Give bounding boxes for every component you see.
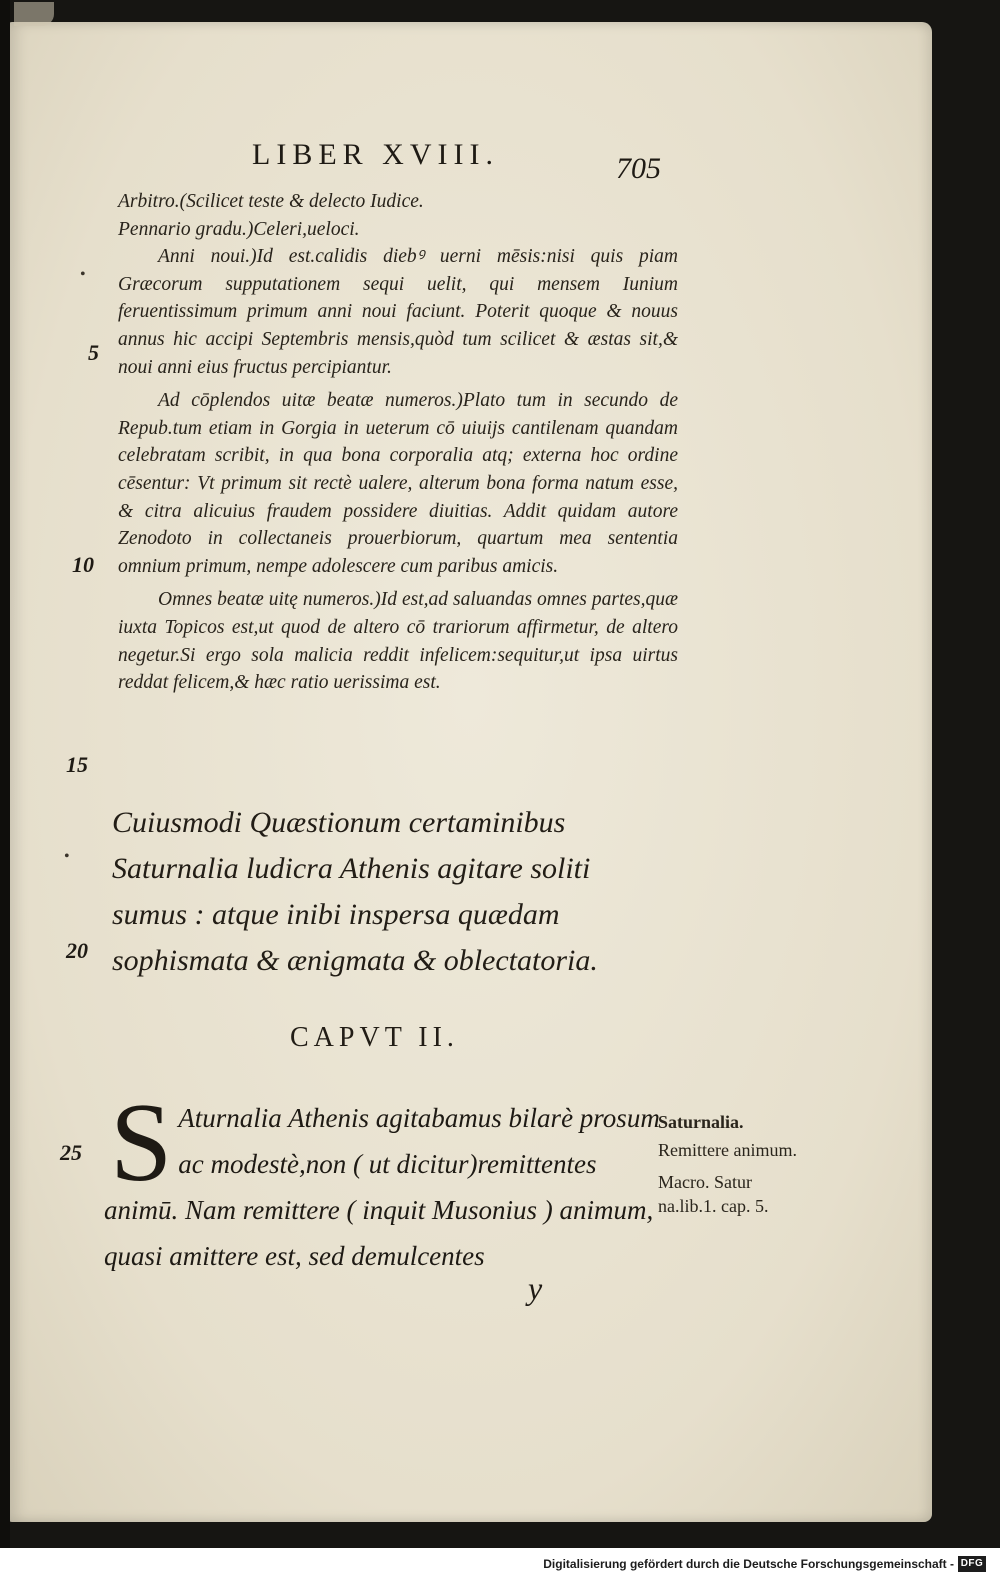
line-number: 5	[88, 340, 99, 365]
line-number: 10	[72, 552, 94, 577]
chapter-body-text: Aturnalia Athenis agitabamus bilarè prosum ac modestè,non ( ut dicitur)remittentes animū. Nam remittere ( inquit Musonius ) animum, quasi amittere est, sed demulcentes	[104, 1103, 660, 1271]
commentary-block	[118, 188, 678, 697]
marginal-note: Saturnalia.	[658, 1112, 744, 1132]
section-heading	[112, 800, 672, 984]
line-number: 15	[66, 752, 88, 777]
margin-mark: •	[80, 266, 86, 283]
marginal-note: Macro. Satur na.lib.1. cap. 5.	[658, 1172, 769, 1216]
running-head-title: LIBER XVIII.	[252, 138, 499, 171]
margin-mark: •	[64, 848, 70, 865]
page-number: 705	[616, 152, 661, 185]
line-number: 20	[66, 938, 88, 963]
line-number: 25	[60, 1140, 82, 1165]
section-heading-text: Cuiusmodi Quæstionum certaminibus Saturnalia ludicra Athenis agitare soliti sumus : atque inibi inspersa quædam sophismata & ænigmata & oblectatoria.	[112, 806, 598, 977]
dfg-logo: DFG	[958, 1556, 986, 1572]
signature-mark: y	[528, 1270, 543, 1306]
commentary-paragraph: Arbitro.(Scilicet teste & delecto Iudice.	[118, 191, 424, 212]
drop-cap: S	[110, 1081, 173, 1205]
commentary-paragraph: Anni noui.)Id est.calidis diebꝰ uerni mēsis:nisi quis piam Græcorum supputationem sequi uelit, qui mensem Iunium feruentissimum primum anni noui faciunt. Poterit quoque & nouus annus hic accipi Septembris mensis,quòd tum scilicet & æstas sit,& noui anni eius fructus percipiantur.	[118, 246, 678, 378]
chapter-heading: CAPVT II.	[290, 1022, 459, 1053]
binding-edge	[0, 0, 10, 1582]
funding-credit: Digitalisierung gefördert durch die Deutsche Forschungsgemeinschaft -	[543, 1557, 954, 1571]
marginal-note: Remittere animum.	[658, 1140, 797, 1160]
commentary-paragraph: Ad cōplendos uitæ beatæ numeros.)Plato tum in secundo de Repub.tum etiam in Gorgia in ueterum cō uiuijs cantilenam quandam celebratam scribit, in qua bona corporalia atq; externa hoc ordine cēsentur: Vt primum sit rectè ualere, alterum bona forma natum esse, & citra alicuius fraudem possidere diuitias. Addit quidam autore Zenodoto in collectaneis prouerbiorum, quartum mea sententia omnium primum, nempe adolescere cum paribus amicis.	[118, 390, 678, 577]
marginal-notes	[658, 1110, 808, 1218]
chapter-body	[104, 1081, 664, 1279]
commentary-paragraph: Omnes beatæ uitę numeros.)Id est,ad saluandas omnes partes,quæ iuxta Topicos est,ut quod de altero cō trariorum affirmetur, de altero negetur.Si ergo sola malicia reddit infelicem:sequitur,ut ipsa uirtus reddat felicem,& hæc ratio uerissima est.	[118, 589, 678, 694]
page-corner	[14, 2, 54, 26]
footer-bar	[0, 1548, 1000, 1582]
commentary-paragraph: Pennario gradu.)Celeri,ueloci.	[118, 218, 360, 240]
